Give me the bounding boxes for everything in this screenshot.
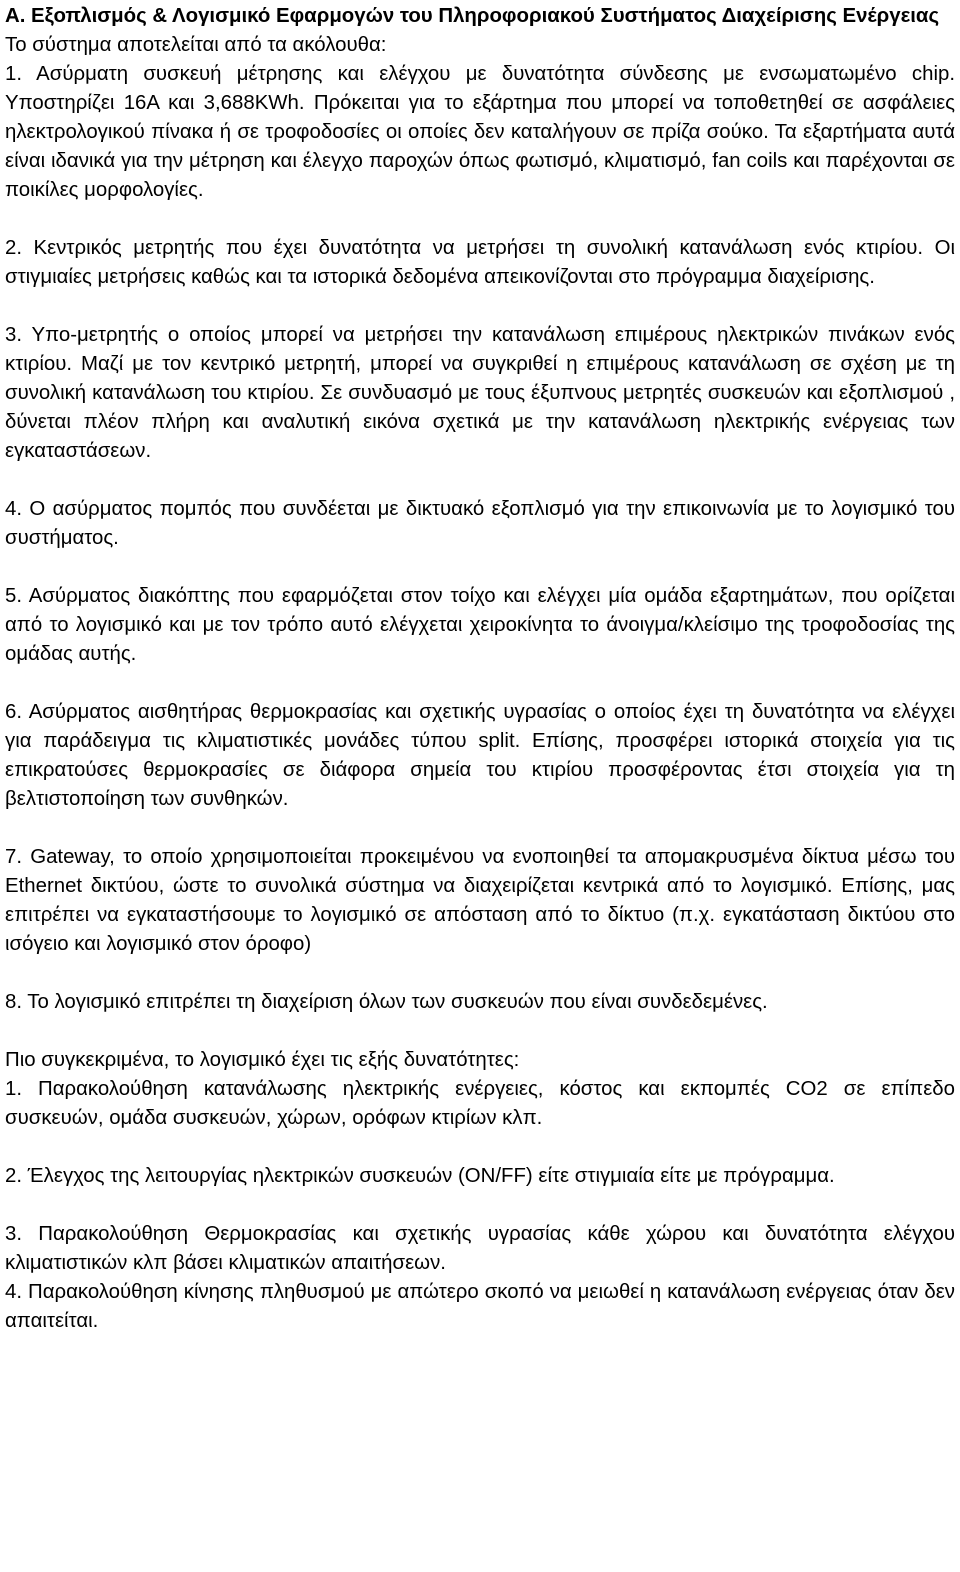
capability-3: 3. Παρακολούθηση Θερμοκρασίας και σχετικής υγρασίας κάθε χώρου και δυνατότητα ελέγχου κλιματιστικών κλπ βάσει κλιματικών απαιτήσεων. [5, 1223, 955, 1274]
list-item-7: 7. Gateway, το οποίο χρησιμοποιείται προκειμένου να ενοποιηθεί τα απομακρυσμένα δίκτυα μέσω του Ethernet δικτύου, ώστε το συνολικά σύστημα να διαχειρίζεται κεντρικά από το λογισμικό. Επίσης, μας επιτρέπει να εγκαταστήσουμε το λογισμικό σε απόσταση από το δίκτυο (π.χ. εγκατάσταση δικτύου στο ισόγειο και λογισμικό στον όροφο) [5, 846, 955, 955]
spacer [5, 205, 955, 234]
capability-2: 2. Έλεγχος της λειτουργίας ηλεκτρικών συσκευών (ON/FF) είτε στιγμιαία είτε με πρόγραμμα. [5, 1165, 835, 1187]
document-title: Α. Εξοπλισμός & Λογισμικό Εφαρμογών του Πληροφοριακού Συστήματος Διαχείρισης Ενέργειας [5, 5, 940, 27]
list-item-8: 8. Το λογισμικό επιτρέπει τη διαχείριση όλων των συσκευών που είναι συνδεδεμένες. [5, 991, 768, 1013]
document-page [5, 2, 955, 1336]
capability-1: 1. Παρακολούθηση κατανάλωσης ηλεκτρικής ενέργειες, κόστος και εκπομπές CO2 σε επίπεδο συσκευών, ομάδα συσκευών, χώρων, ορόφων κτιρίων κλπ. [5, 1078, 956, 1129]
list-item-5: 5. Ασύρματος διακόπτης που εφαρμόζεται στον τοίχο και ελέγχει μία ομάδα εξαρτημάτων, που ορίζεται από το λογισμικό και με τον τρόπο αυτό ελέγχεται χειροκίνητα το άνοιγμα/κλείσιμο της τροφοδοσίας της ομάδας αυτής. [5, 585, 955, 665]
spacer [5, 1017, 955, 1046]
spacer [5, 959, 955, 988]
list-item-2: 2. Κεντρικός μετρητής που έχει δυνατότητα να μετρήσει τη συνολική κατανάλωση ενός κτιρίου. Οι στιγμιαίες μετρήσεις καθώς και τα ιστορικά δεδομένα απεικονίζονται στο πρόγραμμα διαχείρισης. [5, 237, 955, 288]
intro-text: Το σύστημα αποτελείται από τα ακόλουθα: [5, 34, 387, 56]
list-item-4: 4. Ο ασύρματος πομπός που συνδέεται με δικτυακό εξοπλισμό για την επικοινωνία με το λογισμικό του συστήματος. [5, 498, 955, 549]
spacer [5, 553, 955, 582]
list-item-6: 6. Ασύρματος αισθητήρας θερμοκρασίας και σχετικής υγρασίας ο οποίος έχει τη δυνατότητα να ελέγχει για παράδειγμα τις κλιματιστικές μονάδες τύπου split. Επίσης, προσφέρει ιστορικά στοιχεία για τις επικρατούσες θερμοκρασίες σε διάφορα σημεία του κτιρίου προσφέροντας έτσι στοιχεία για τη βελτιστοποίηση των συνθηκών. [5, 701, 955, 810]
list-item-1: 1. Ασύρματη συσκευή μέτρησης και ελέγχου με δυνατότητα σύνδεσης με ενσωματωμένο chip. Υποστηρίζει 16A και 3,688KWh. Πρόκειται για το εξάρτημα που μπορεί να τοποθετηθεί σε ασφάλειες ηλεκτρολογικού πίνακα ή σε τροφοδοσίες οι οποίες δεν καταλήγουν σε πρίζα σούκο. Τα εξαρτήματα αυτά είναι ιδανικά για την μέτρηση και έλεγχο παροχών όπως φωτισμό, κλιματισμό, fan coils και παρέχονται σε ποικίλες μορφολογίες. [5, 63, 955, 201]
spacer [5, 292, 955, 321]
spacer [5, 1191, 955, 1220]
list-item-3: 3. Υπο-μετρητής ο οποίος μπορεί να μετρήσει την κατανάλωση επιμέρους ηλεκτρικών πινάκων ενός κτιρίου. Μαζί με τον κεντρικό μετρητή, μπορεί να συγκριθεί η επιμέρους κατανάλωση σε σχέση με τη συνολική κατανάλωση του κτιρίου. Σε συνδυασμό με τους έξυπνους μετρητές συσκευών και εξοπλισμού , δύνεται πλέον πλήρη και αναλυτική εικόνα σχετικά με την κατανάλωση ηλεκτρικής ενέργειας των εγκαταστάσεων. [5, 324, 955, 462]
spacer [5, 466, 955, 495]
software-intro: Πιο συγκεκριμένα, το λογισμικό έχει τις εξής δυνατότητες: [5, 1049, 520, 1071]
spacer [5, 669, 955, 698]
capability-4: 4. Παρακολούθηση κίνησης πληθυσμού με απώτερο σκοπό να μειωθεί η κατανάλωση ενέργειας όταν δεν απαιτείται. [5, 1281, 955, 1332]
spacer [5, 1133, 955, 1162]
spacer [5, 814, 955, 843]
